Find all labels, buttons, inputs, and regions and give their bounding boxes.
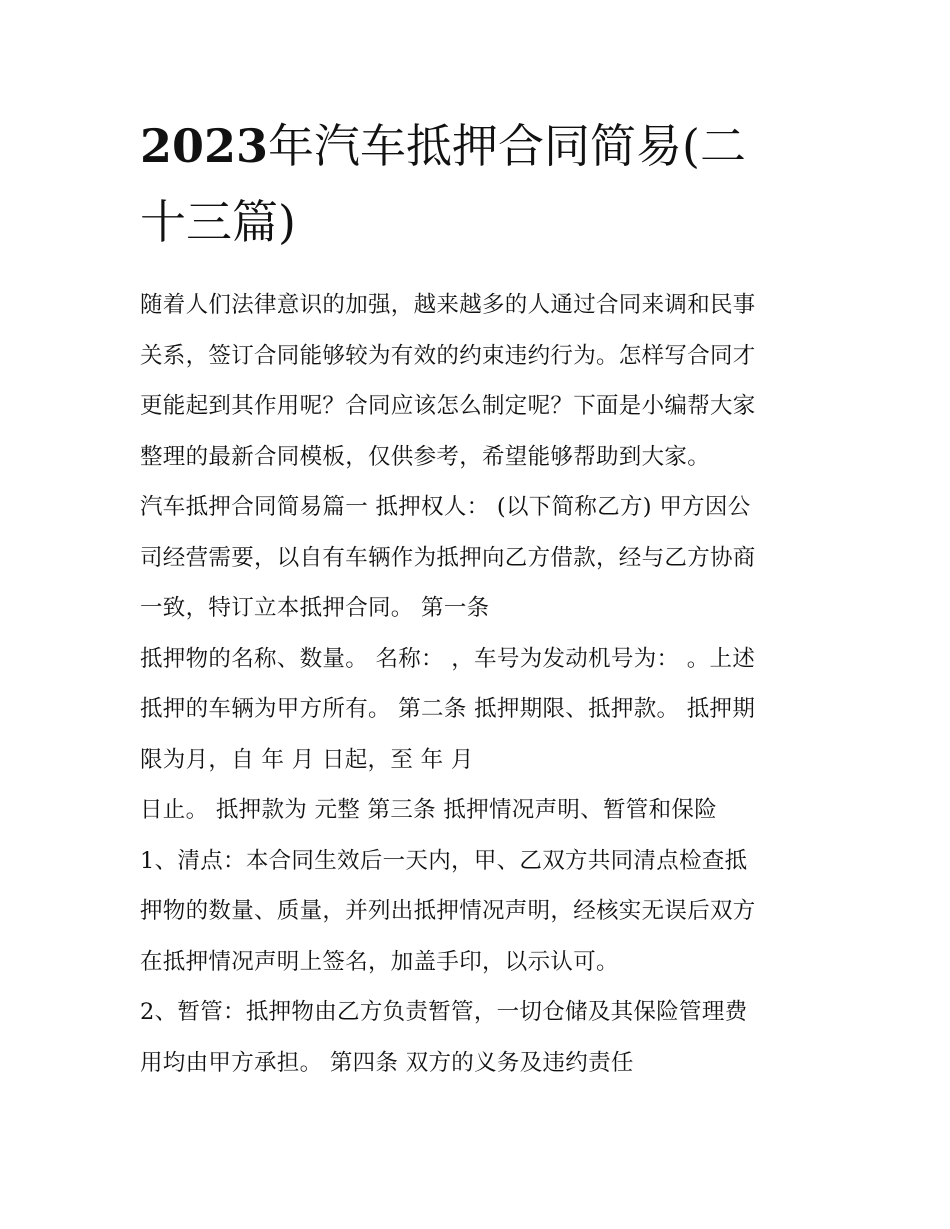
body-line: 用均由甲方承担。 第四条 双方的义务及违约责任 bbox=[140, 1049, 634, 1076]
body-line: 2、暂管：抵押物由乙方负责暂管，一切仓储及其保险管理费 bbox=[140, 999, 748, 1025]
document-page bbox=[140, 108, 820, 1088]
body-line: 司经营需要，以自有车辆作为抵押向乙方借款，经与乙方协商 bbox=[140, 544, 756, 571]
title-line-1-text: 年汽车抵押合同简易(二 bbox=[268, 119, 746, 173]
body-line: 抵押物的名称、数量。 名称： ，车号为发动机号为： 。上述 bbox=[140, 645, 756, 672]
body-line: 在抵押情况声明上签名，加盖手印，以示认可。 bbox=[140, 948, 619, 975]
body-line: 日止。 抵押款为 元整 第三条 抵押情况声明、暂管和保险 bbox=[140, 797, 718, 823]
body-line: 随着人们法律意识的加强，越来越多的人通过合同来调和民事 bbox=[140, 292, 756, 318]
document-title bbox=[140, 108, 820, 260]
title-year: 2023 bbox=[140, 119, 269, 173]
body-line: 限为月，自 年 月 日起，至 年 月 bbox=[140, 746, 474, 773]
body-line: 整理的最新合同模板，仅供参考，希望能够帮助到大家。 bbox=[140, 443, 711, 470]
body-line: 汽车抵押合同简易篇一 抵押权人： (以下简称乙方) 甲方因公 bbox=[140, 494, 751, 520]
document-body bbox=[140, 280, 820, 1088]
body-line: 1、清点：本合同生效后一天内，甲、乙双方共同清点检查抵 bbox=[140, 847, 748, 874]
title-line-1 bbox=[140, 108, 820, 184]
body-line: 更能起到其作用呢？合同应该怎么制定呢？下面是小编帮大家 bbox=[140, 393, 756, 419]
body-line: 一致，特订立本抵押合同。 第一条 bbox=[140, 595, 490, 621]
title-line-2: 十三篇) bbox=[140, 195, 296, 249]
body-line: 抵押的车辆为甲方所有。 第二条 抵押期限、抵押款。 抵押期 bbox=[140, 696, 756, 722]
body-line: 押物的数量、质量，并列出抵押情况声明，经核实无误后双方 bbox=[140, 898, 756, 924]
body-line: 关系，签订合同能够较为有效的约束违约行为。怎样写合同才 bbox=[140, 342, 756, 369]
